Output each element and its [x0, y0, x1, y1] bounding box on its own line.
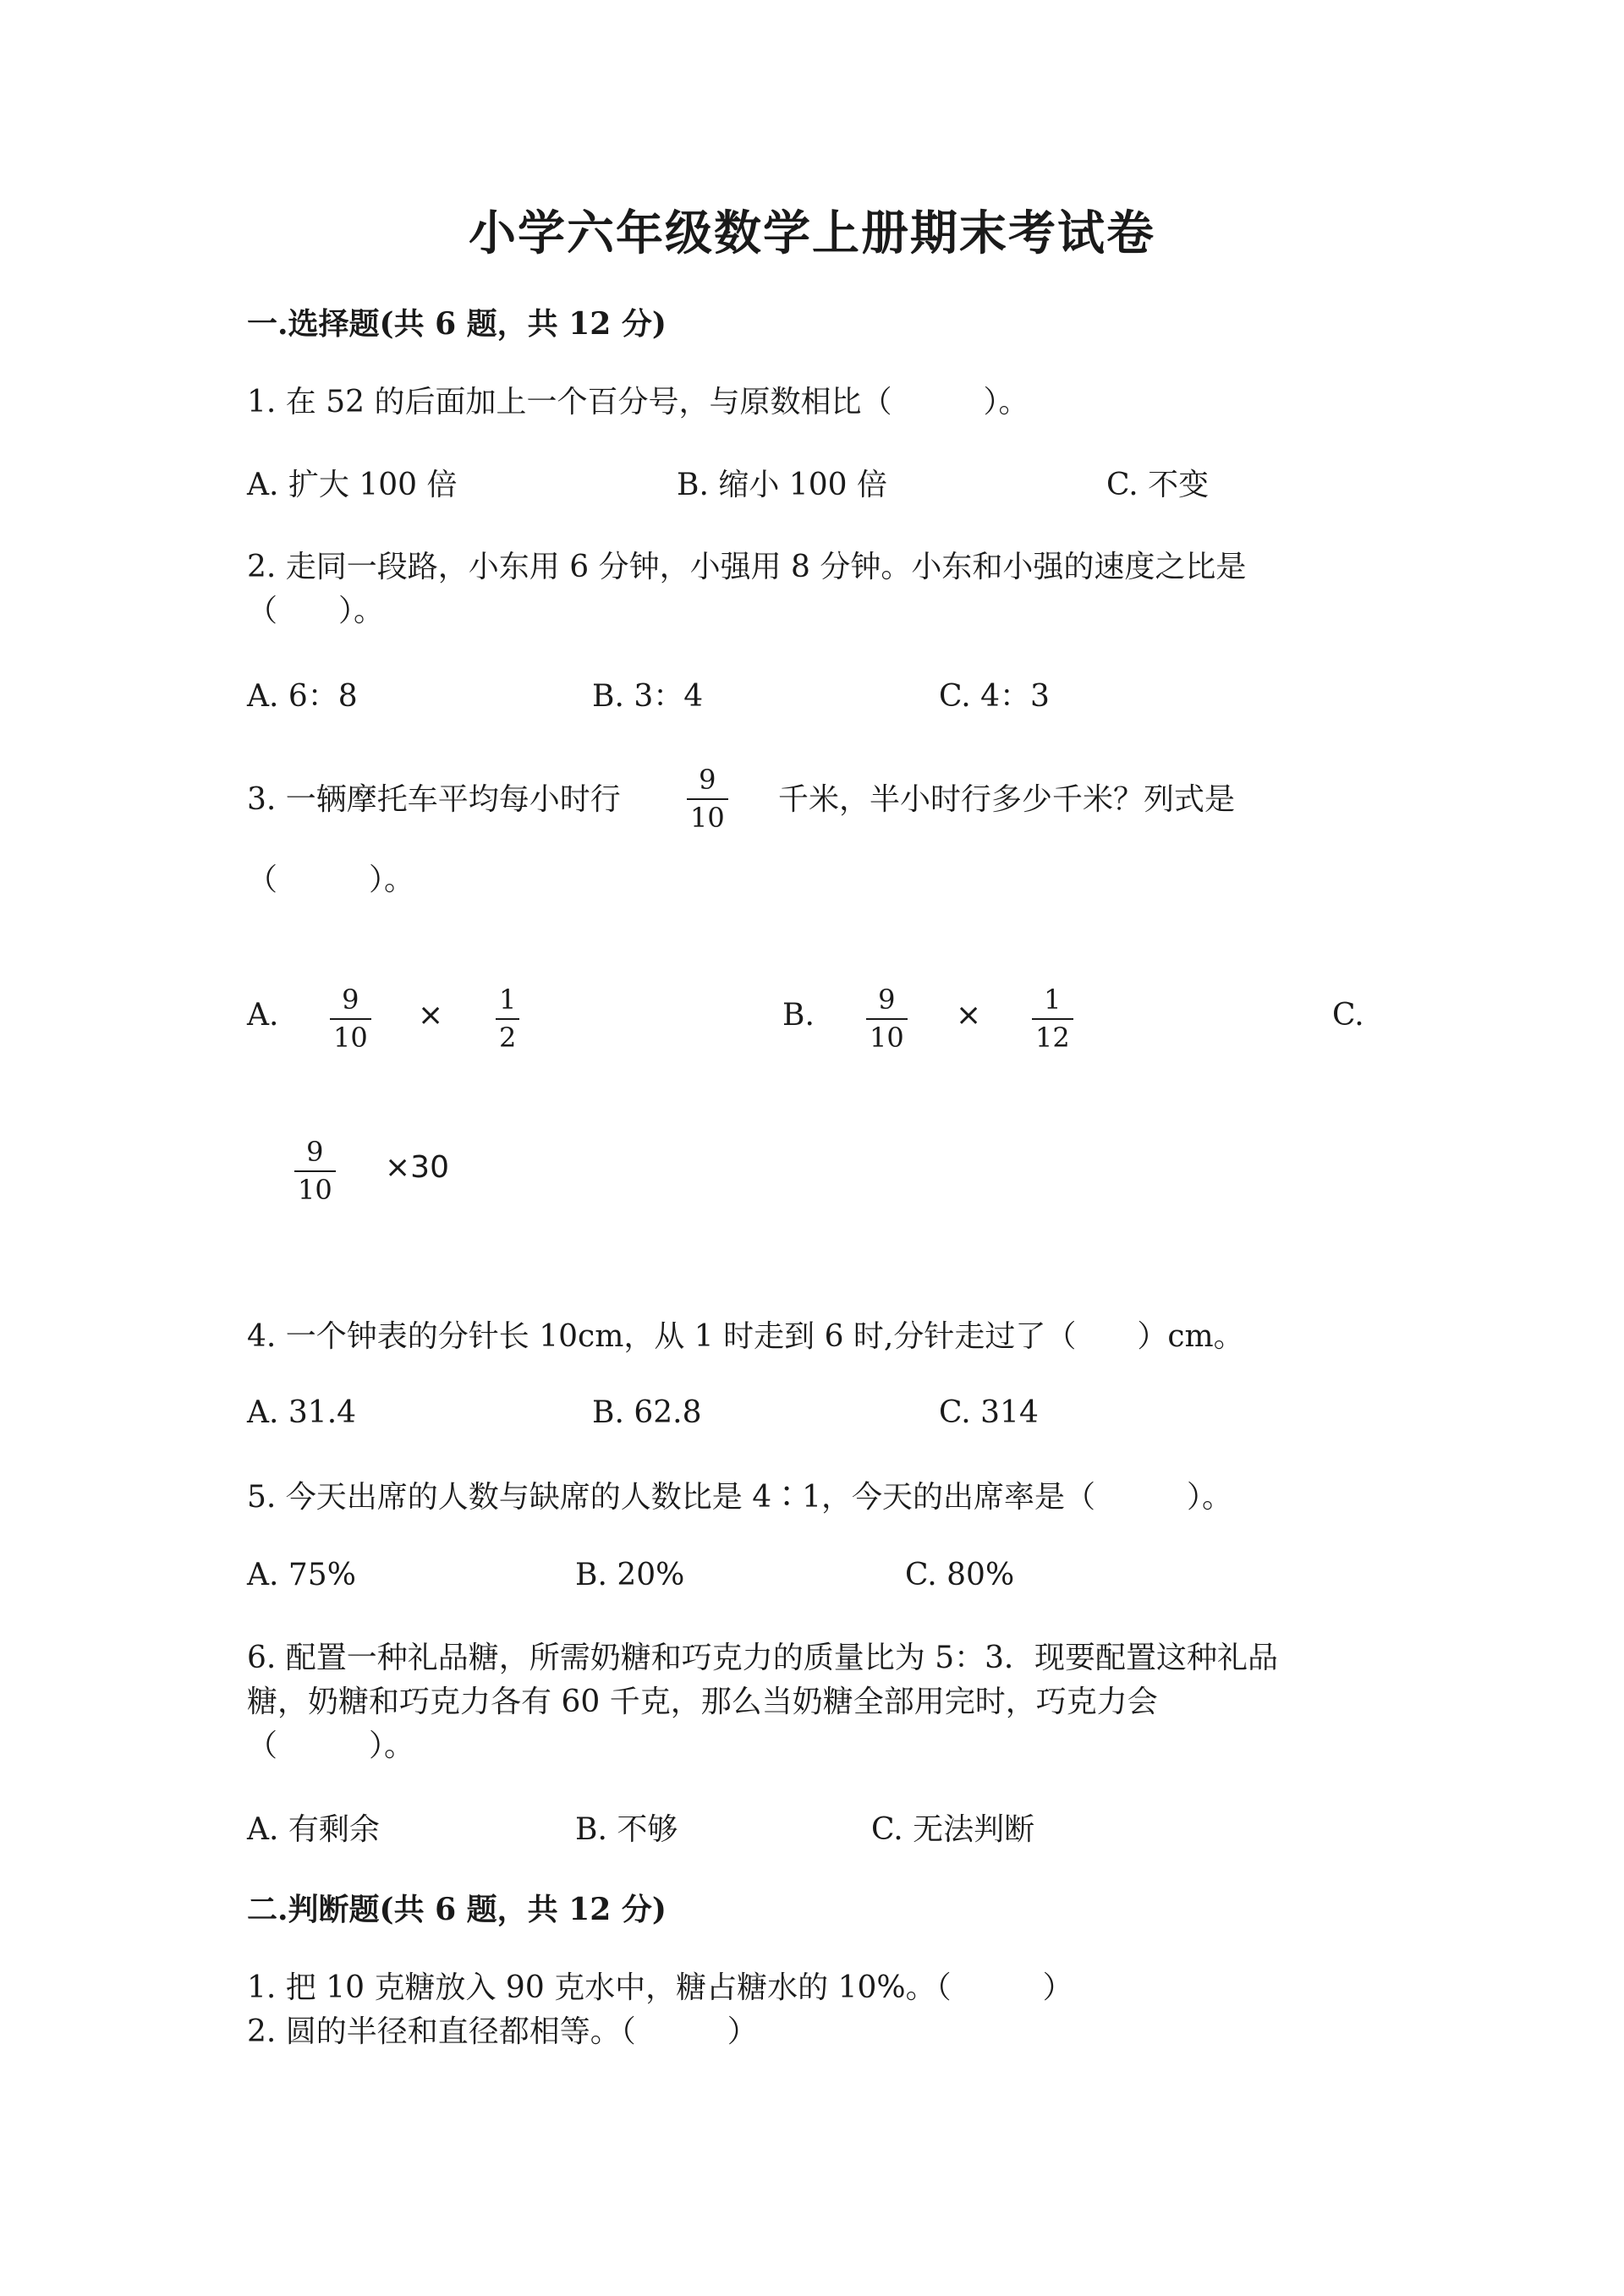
fraction-numerator: 1: [1044, 984, 1062, 1016]
question-1-text: 1. 在 52 的后面加上一个百分号，与原数相比（ ）。: [247, 385, 1029, 419]
question-6-text-line2: 糖，奶糖和巧克力各有 60 千克，那么当奶糖全部用完时，巧克力会: [247, 1685, 1158, 1719]
question-5-option-c: C. 80%: [905, 1558, 1015, 1592]
multiply-sign: ×: [418, 998, 444, 1033]
question-3-fraction: [687, 765, 728, 833]
question-6-option-a: A. 有剩余: [247, 1812, 380, 1847]
question-4-text: 4. 一个钟表的分针长 10cm，从 1 时走到 6 时,分针走过了（ ）cm。: [247, 1319, 1244, 1354]
question-1-option-b: B. 缩小 100 倍: [677, 468, 887, 502]
question-1-option-c: C. 不变: [1106, 468, 1210, 502]
fraction-numerator: 9: [699, 764, 716, 796]
question-5-text: 5. 今天出席的人数与缺席的人数比是 4∶1，今天的出席率是（ ）。: [247, 1480, 1233, 1515]
section-heading-choice: 一.选择题(共 6 题，共 12 分): [247, 306, 667, 342]
question-6-option-b: B. 不够: [575, 1812, 678, 1847]
question-5-option-a: A. 75%: [247, 1558, 356, 1592]
fraction-denominator: 2: [499, 1022, 517, 1055]
fraction-denominator: 10: [298, 1174, 332, 1207]
fraction-denominator: 10: [870, 1022, 904, 1055]
fraction-numerator: 1: [499, 984, 517, 1016]
question-2-text-line1: 2. 走同一段路，小东用 6 分钟，小强用 8 分钟。小东和小强的速度之比是: [247, 550, 1247, 584]
fraction-bar: [866, 1018, 908, 1020]
fraction-denominator: 10: [333, 1022, 368, 1055]
question-3-text-after: 千米，半小时行多少千米？列式是: [778, 782, 1236, 817]
section-heading-judgment: 二.判断题(共 6 题，共 12 分): [247, 1892, 667, 1927]
question-3-text-before: 3. 一辆摩托车平均每小时行: [247, 782, 621, 817]
question-2-text-line2: （ ）。: [247, 594, 385, 628]
question-3-option-c-label: C.: [1332, 998, 1364, 1033]
question-3-option-c-tail: ×30: [385, 1150, 449, 1185]
fraction-bar: [294, 1170, 336, 1172]
fraction-numerator: 9: [878, 984, 896, 1016]
question-6-option-c: C. 无法判断: [871, 1812, 1035, 1847]
judgment-question-2-text: 2. 圆的半径和直径都相等。（ ）: [247, 2014, 758, 2049]
fraction-denominator: 12: [1035, 1022, 1070, 1055]
fraction-bar: [496, 1018, 519, 1020]
question-4-option-b: B. 62.8: [592, 1395, 702, 1430]
question-3-option-a-fraction-2: [496, 985, 519, 1053]
question-3-option-b-label: B.: [782, 998, 815, 1033]
question-1-option-a: A. 扩大 100 倍: [247, 468, 458, 502]
question-2-option-b: B. 3：4: [592, 679, 704, 714]
question-4-option-a: A. 31.4: [247, 1395, 357, 1430]
fraction-bar: [687, 798, 728, 800]
page-title: 小学六年级数学上册期末考试卷: [469, 205, 1155, 261]
fraction-numerator: 9: [306, 1136, 324, 1168]
question-6-text-line1: 6. 配置一种礼品糖，所需奶糖和巧克力的质量比为 5：3．现要配置这种礼品: [247, 1641, 1279, 1675]
question-2-option-c: C. 4：3: [939, 679, 1050, 714]
fraction-bar: [1032, 1018, 1073, 1020]
question-6-text-line3: （ ）。: [247, 1729, 415, 1763]
question-3-option-a-fraction-1: [330, 985, 371, 1053]
fraction-denominator: 10: [690, 802, 725, 835]
multiply-sign: ×: [956, 998, 982, 1033]
question-3-option-a-label: A.: [247, 998, 279, 1033]
question-3-option-b-fraction-2: [1032, 985, 1073, 1053]
question-3-text-line2: （ ）。: [247, 863, 415, 897]
question-2-option-a: A. 6：8: [247, 679, 358, 714]
question-3-option-c-fraction: [294, 1137, 336, 1205]
fraction-bar: [330, 1018, 371, 1020]
question-5-option-b: B. 20%: [575, 1558, 685, 1592]
question-4-option-c: C. 314: [939, 1395, 1039, 1430]
fraction-numerator: 9: [342, 984, 359, 1016]
question-3-option-b-fraction-1: [866, 985, 908, 1053]
judgment-question-1-text: 1. 把 10 克糖放入 90 克水中，糖占糖水的 10%。（ ）: [247, 1970, 1073, 2005]
